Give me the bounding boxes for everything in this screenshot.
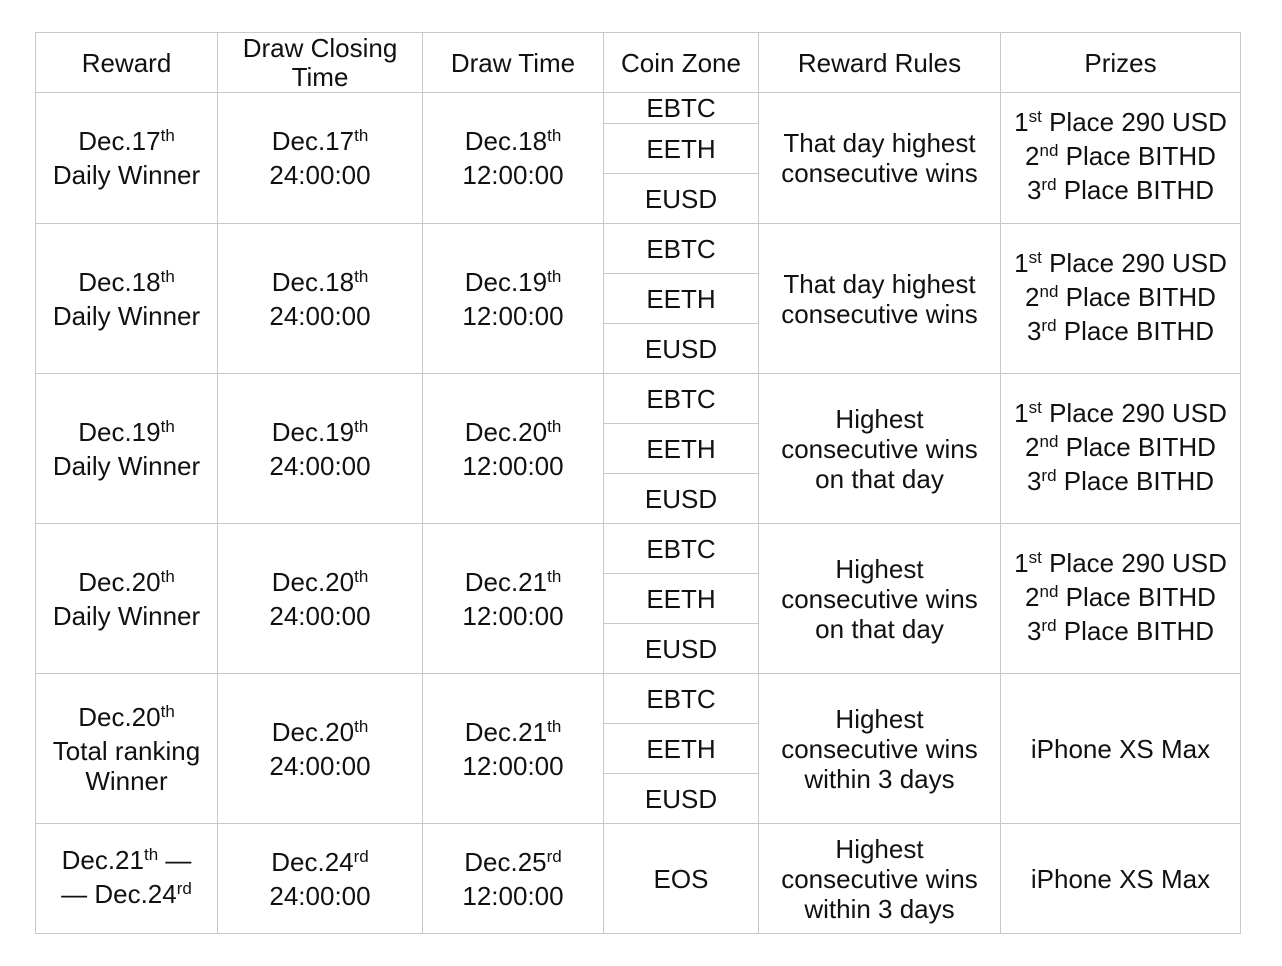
header-reward-rules: Reward Rules: [759, 33, 1001, 93]
header-draw-time: Draw Time: [423, 33, 604, 93]
reward-cell: Dec.17th Daily Winner: [36, 93, 218, 224]
coin-cell: EETH: [604, 424, 759, 474]
prizes-cell: iPhone XS Max: [1001, 824, 1241, 934]
reward-cell: Dec.20th Daily Winner: [36, 524, 218, 674]
draw-time-cell: Dec.19th 12:00:00: [423, 224, 604, 374]
coin-cell: EOS: [604, 824, 759, 934]
header-draw-closing-time: Draw Closing Time: [218, 33, 423, 93]
table-row: [36, 224, 1241, 274]
coin-cell: EUSD: [604, 174, 759, 224]
coin-cell: EBTC: [604, 524, 759, 574]
coin-cell: EETH: [604, 124, 759, 174]
coin-cell: EUSD: [604, 624, 759, 674]
closing-time-cell: Dec.24rd 24:00:00: [218, 824, 423, 934]
reward-rules-cell: Highest consecutive wins within 3 days: [759, 824, 1001, 934]
reward-rules-cell: That day highest consecutive wins: [759, 224, 1001, 374]
coin-cell: EBTC: [604, 374, 759, 424]
header-row: [36, 33, 1241, 93]
coin-cell: EUSD: [604, 474, 759, 524]
coin-cell: EBTC: [604, 93, 759, 124]
reward-rules-cell: Highest consecutive wins on that day: [759, 374, 1001, 524]
reward-cell: Dec.21th — — Dec.24rd: [36, 824, 218, 934]
coin-cell: EUSD: [604, 324, 759, 374]
closing-time-cell: Dec.17th 24:00:00: [218, 93, 423, 224]
draw-time-cell: Dec.20th 12:00:00: [423, 374, 604, 524]
closing-time-cell: Dec.19th 24:00:00: [218, 374, 423, 524]
table-row: [36, 524, 1241, 574]
draw-time-cell: Dec.21th 12:00:00: [423, 524, 604, 674]
prizes-cell: 1st Place 290 USD 2nd Place BITHD 3rd Place BITHD: [1001, 524, 1241, 674]
table-row: [36, 93, 1241, 124]
closing-time-cell: Dec.20th 24:00:00: [218, 674, 423, 824]
prizes-cell: 1st Place 290 USD 2nd Place BITHD 3rd Place BITHD: [1001, 93, 1241, 224]
header-coin-zone: Coin Zone: [604, 33, 759, 93]
closing-time-cell: Dec.18th 24:00:00: [218, 224, 423, 374]
coin-cell: EETH: [604, 574, 759, 624]
draw-time-cell: Dec.18th 12:00:00: [423, 93, 604, 224]
coin-cell: EETH: [604, 274, 759, 324]
reward-rules-cell: Highest consecutive wins within 3 days: [759, 674, 1001, 824]
coin-cell: EBTC: [604, 674, 759, 724]
reward-cell: Dec.18th Daily Winner: [36, 224, 218, 374]
draw-time-cell: Dec.25rd 12:00:00: [423, 824, 604, 934]
coin-cell: EETH: [604, 724, 759, 774]
header-prizes: Prizes: [1001, 33, 1241, 93]
reward-rules-cell: Highest consecutive wins on that day: [759, 524, 1001, 674]
prizes-cell: 1st Place 290 USD 2nd Place BITHD 3rd Place BITHD: [1001, 374, 1241, 524]
table-row: [36, 824, 1241, 934]
prizes-cell: 1st Place 290 USD 2nd Place BITHD 3rd Place BITHD: [1001, 224, 1241, 374]
coin-cell: EUSD: [604, 774, 759, 824]
table-row: [36, 674, 1241, 724]
coin-cell: EBTC: [604, 224, 759, 274]
closing-time-cell: Dec.20th 24:00:00: [218, 524, 423, 674]
reward-cell: Dec.20th Total ranking Winner: [36, 674, 218, 824]
header-reward: Reward: [36, 33, 218, 93]
prizes-cell: iPhone XS Max: [1001, 674, 1241, 824]
table-row: [36, 374, 1241, 424]
reward-rules-cell: That day highest consecutive wins: [759, 93, 1001, 224]
rewards-table: [35, 32, 1241, 934]
draw-time-cell: Dec.21th 12:00:00: [423, 674, 604, 824]
reward-cell: Dec.19th Daily Winner: [36, 374, 218, 524]
